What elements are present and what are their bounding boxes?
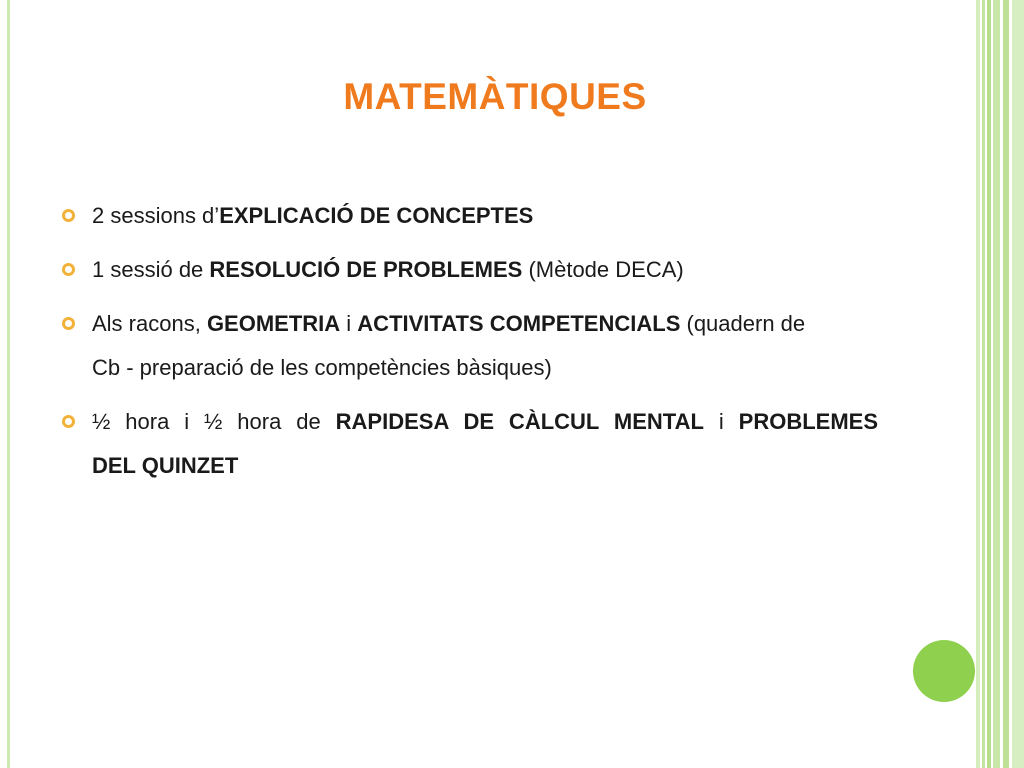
- text-run: (Mètode DECA): [522, 257, 684, 282]
- text-run: i: [340, 311, 358, 336]
- text-run: 1 sessió de: [92, 257, 210, 282]
- bullet-marker-icon: [62, 263, 75, 276]
- text-run: Als racons,: [92, 311, 207, 336]
- bold-text-run: DEL QUINZET: [92, 453, 239, 478]
- decorative-circle: [913, 640, 975, 702]
- bold-text-run: GEOMETRIA: [206, 311, 341, 336]
- text-run: (quadern de: [680, 311, 806, 336]
- text-run: ½ hora i ½ hora de: [92, 409, 336, 434]
- text-run: Cb - preparació de les competències bàsiques): [92, 355, 552, 380]
- bold-text-run: EXPLICACIÓ DE CONCEPTES: [219, 203, 534, 228]
- bold-text-run: RESOLUCIÓ DE PROBLEMES: [209, 257, 523, 282]
- slide-title: MATEMÀTIQUES: [343, 76, 647, 117]
- right-stripe: [993, 0, 1000, 768]
- bullet-list: [62, 205, 878, 499]
- bullet-marker-icon: [62, 317, 75, 330]
- bold-text-run: PROBLEMES: [738, 409, 878, 434]
- bullet-item: [62, 389, 878, 499]
- bullet-item: [62, 291, 878, 401]
- bold-text-run: ACTIVITATS COMPETENCIALS: [357, 311, 681, 336]
- bullet-marker-icon: [62, 415, 75, 428]
- right-stripe: [1003, 0, 1009, 768]
- bullet-marker-icon: [62, 209, 75, 222]
- bold-text-run: RAPIDESA DE CÀLCUL MENTAL: [335, 409, 704, 434]
- text-run: 2 sessions d’: [92, 203, 220, 228]
- text-run: i: [703, 409, 739, 434]
- right-stripe: [1012, 0, 1024, 768]
